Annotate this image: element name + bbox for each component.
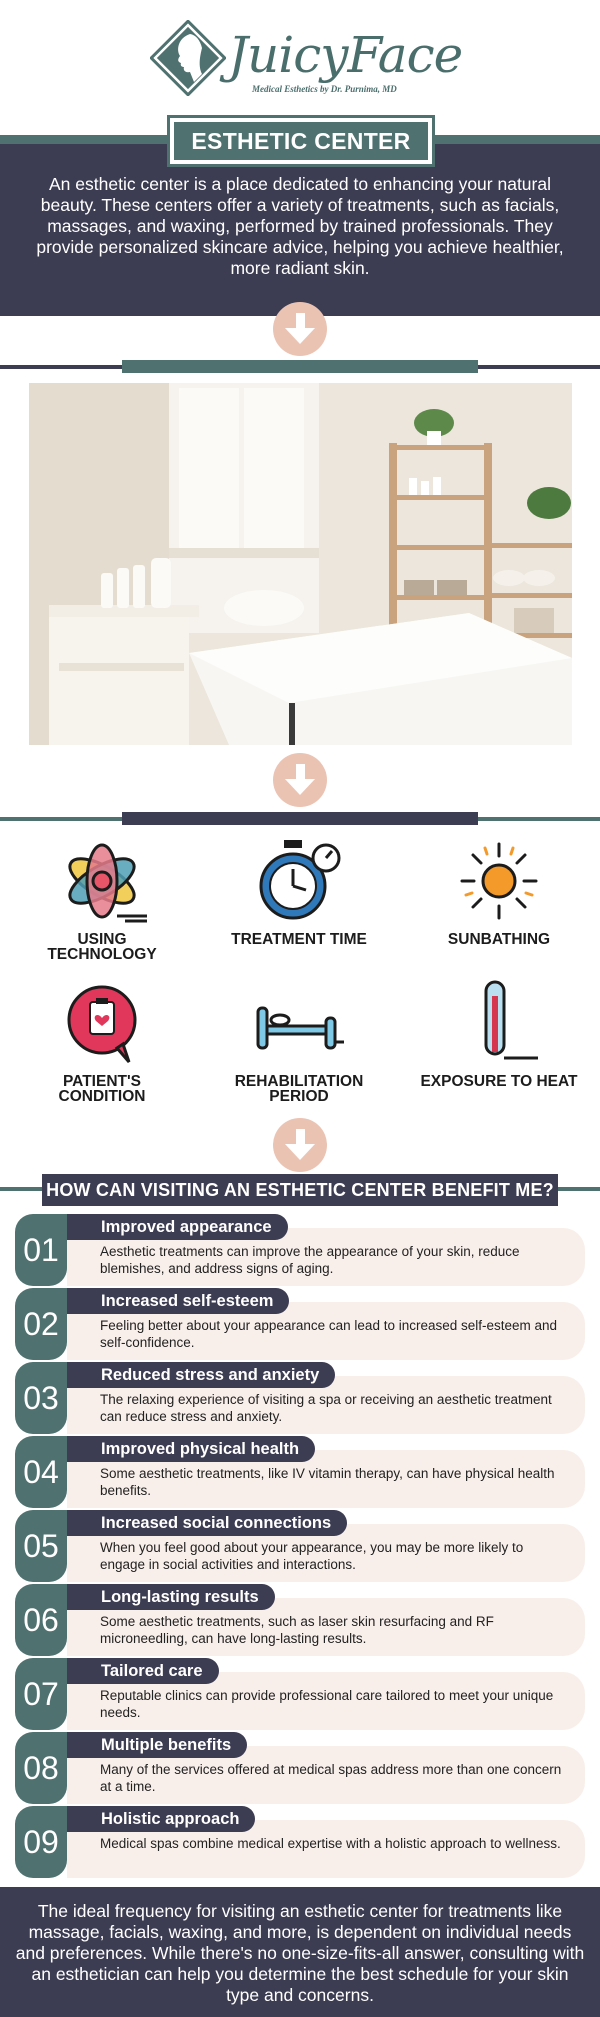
factor-rehabilitation-period (219, 978, 379, 1104)
brand-logo[interactable] (150, 20, 463, 100)
benefit-text: When you feel good about your appearance, you may be more likely to engage in social activities and interactions. (100, 1540, 524, 1572)
benefit-title: Improved appearance (67, 1214, 288, 1240)
benefit-title: Holistic approach (67, 1806, 255, 1832)
closing-text: The ideal frequency for visiting an esthetic center for treatments like massage, facials, waxing, and more, is dependent on individual needs and preferences. While there's no one-size-fits-all answer, consulting with an esthetician can help you determine the best schedule for your skin type and concerns. (0, 1887, 600, 2017)
benefit-number: 01 (15, 1214, 67, 1286)
benefit-text: Some aesthetic treatments, like IV vitamin therapy, can have physical health benefits. (100, 1466, 555, 1498)
factor-patients-condition (22, 978, 182, 1104)
brand-name: JuicyFace (228, 26, 463, 84)
clipboard-icon (57, 978, 147, 1068)
down-arrow-icon (273, 1118, 327, 1172)
down-arrow-icon (273, 302, 327, 356)
benefit-number: 07 (15, 1658, 67, 1730)
benefit-item (15, 1658, 585, 1730)
benefits-heading: HOW CAN VISITING AN ESTHETIC CENTER BENEFIT ME? (42, 1174, 558, 1206)
header (0, 0, 600, 135)
section-divider (0, 358, 600, 378)
factor-label: SUNBATHING (447, 931, 551, 948)
benefit-text: Reputable clinics can provide professional care tailored to meet your unique needs. (100, 1688, 554, 1720)
benefit-title: Improved physical health (67, 1436, 315, 1462)
benefit-number: 06 (15, 1584, 67, 1656)
bed-icon (234, 978, 364, 1068)
benefit-text: Many of the services offered at medical spas address more than one concern at a time. (100, 1762, 562, 1794)
benefit-text: Aesthetic treatments can improve the appearance of your skin, reduce blemishes, and address signs of aging. (100, 1244, 520, 1276)
sun-icon (454, 836, 544, 926)
benefit-item (15, 1362, 585, 1434)
benefit-number: 05 (15, 1510, 67, 1582)
page-title: ESTHETIC CENTER (170, 118, 432, 164)
factor-label: USING TECHNOLOGY (47, 931, 157, 963)
benefit-text: Feeling better about your appearance can lead to increased self-esteem and self-confidence. (100, 1318, 558, 1350)
benefit-title: Increased social connections (67, 1510, 347, 1536)
benefit-number: 08 (15, 1732, 67, 1804)
factor-exposure-to-heat (419, 978, 579, 1089)
benefit-item (15, 1436, 585, 1508)
benefit-text: The relaxing experience of visiting a spa or receiving an aesthetic treatment can reduce stress and anxiety. (100, 1392, 552, 1424)
factor-sunbathing (419, 836, 579, 947)
factor-label: EXPOSURE TO HEAT (420, 1073, 578, 1090)
benefit-text: Some aesthetic treatments, such as laser skin resurfacing and RF microneedling, can have long-lasting results. (100, 1614, 494, 1646)
factor-label: PATIENT'S CONDITION (58, 1073, 146, 1105)
benefit-title: Reduced stress and anxiety (67, 1362, 335, 1388)
benefit-number: 02 (15, 1288, 67, 1360)
spa-room-photo (29, 383, 572, 745)
benefit-item (15, 1732, 585, 1804)
benefit-item (15, 1214, 585, 1286)
benefit-number: 03 (15, 1362, 67, 1434)
benefit-title: Multiple benefits (67, 1732, 247, 1758)
brand-tagline: Medical Esthetics by Dr. Purnima, MD (252, 84, 397, 94)
benefit-title: Tailored care (67, 1658, 219, 1684)
factor-label: TREATMENT TIME (231, 931, 367, 948)
benefit-item (15, 1584, 585, 1656)
benefit-item (15, 1510, 585, 1582)
down-arrow-icon (273, 753, 327, 807)
factor-treatment-time (219, 836, 379, 947)
benefit-title: Long-lasting results (67, 1584, 275, 1610)
thermometer-icon (454, 978, 544, 1068)
factor-label: REHABILITATION PERIOD (234, 1073, 364, 1105)
benefit-number: 09 (15, 1806, 67, 1878)
benefit-item (15, 1288, 585, 1360)
intro-text: An esthetic center is a place dedicated to enhancing your natural beauty. These centers offer a variety of treatments, such as facials, massages, and waxing, performed by trained professionals. They provide personalized skincare advice, helping you achieve healthier, more radiant skin. (0, 144, 600, 316)
stopwatch-icon (254, 836, 344, 926)
atom-icon (57, 836, 147, 926)
factor-using-technology (22, 836, 182, 962)
benefit-number: 04 (15, 1436, 67, 1508)
benefit-title: Increased self-esteem (67, 1288, 289, 1314)
benefit-item (15, 1806, 585, 1878)
face-profile-icon (150, 20, 226, 96)
benefit-text: Medical spas combine medical expertise with a holistic approach to wellness. (100, 1836, 561, 1851)
section-divider (0, 810, 600, 830)
